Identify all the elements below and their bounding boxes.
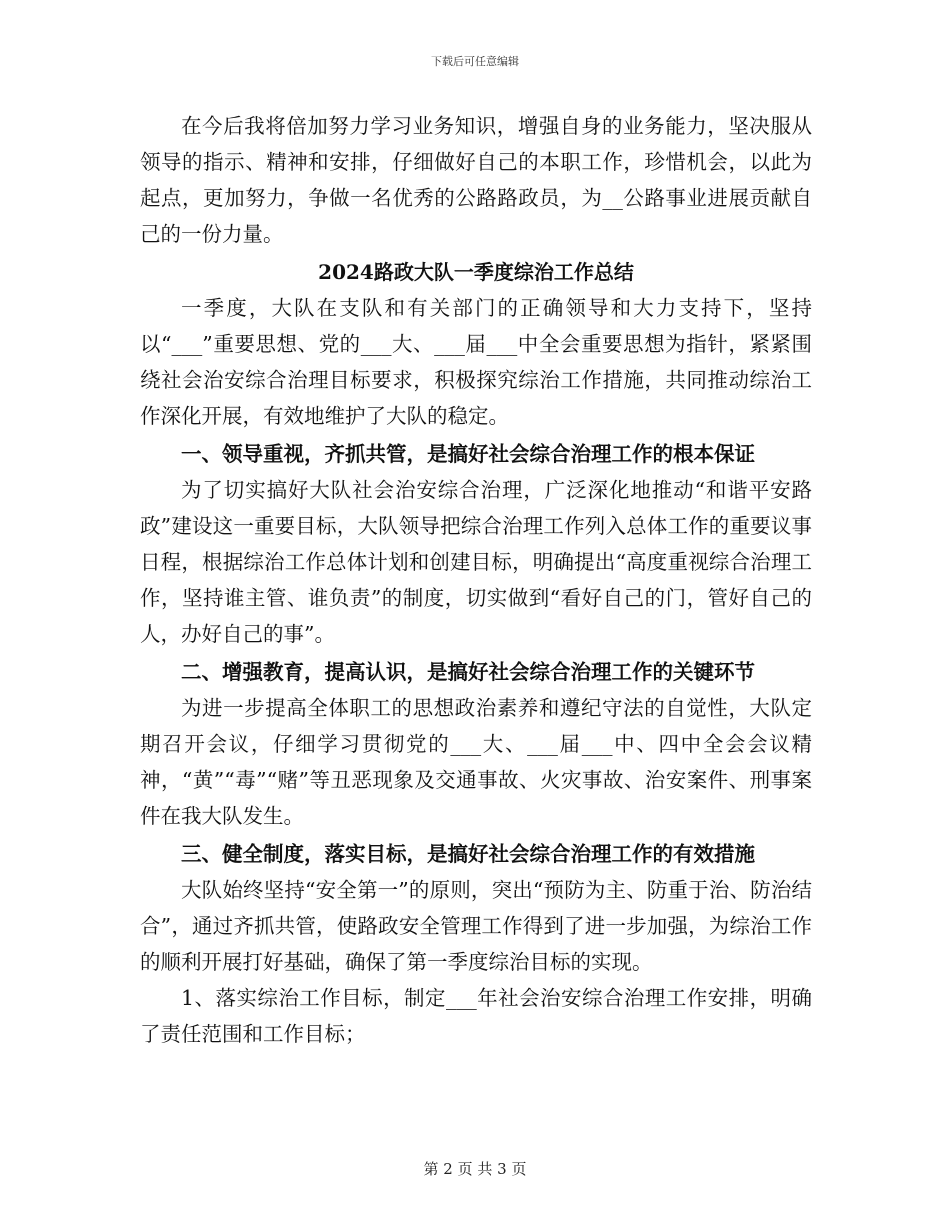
section-heading-2: 二、增强教育，提高认识，是搞好社会综合治理工作的关键环节 xyxy=(181,660,755,684)
section-heading-1: 一、领导重视，齐抓共管，是搞好社会综合治理工作的根本保证 xyxy=(181,442,755,466)
document-title: 2024路政大队一季度综治工作总结 xyxy=(318,260,634,284)
section-paragraph-2: 为进一步提高全体职工的思想政治素养和遵纪守法的自觉性，大队定期召开会议，仔细学习贯彻党的___大、___届___中、四中全会会议精神，“黄”“毒”“赌”等丑恶现象及交通事故、火灾事故、治安案件、刑事案件在我大队发生。 xyxy=(140,696,812,828)
section-paragraph-3: 大队始终坚持“安全第一”的原则，突出“预防为主、防重于治、防治结合”，通过齐抓共管，使路政安全管理工作得到了进一步加强，为综治工作的顺利开展打好基础，确保了第一季度综治目标的实现。 xyxy=(140,878,812,974)
document-body xyxy=(140,108,812,1052)
header-note: 下载后可任意编辑 xyxy=(431,55,519,68)
section-heading-3: 三、健全制度，落实目标，是搞好社会综合治理工作的有效措施 xyxy=(181,842,755,866)
section-paragraph-1: 为了切实搞好大队社会治安综合治理，广泛深化地推动“和谐平安路政”建设这一重要目标，大队领导把综合治理工作列入总体工作的重要议事日程，根据综治工作总体计划和创建目标，明确提出“高度重视综合治理工作，坚持谁主管、谁负责”的制度，切实做到“看好自己的门，管好自己的人，办好自己的事”。 xyxy=(140,478,812,646)
intro-paragraph: 在今后我将倍加努力学习业务知识，增强自身的业务能力，坚决服从领导的指示、精神和安排，仔细做好自己的本职工作，珍惜机会，以此为起点，更加努力，争做一名优秀的公路路政员，为__公路事业进展贡献自己的一份力量。 xyxy=(140,114,812,246)
page-number: 第 2 页 共 3 页 xyxy=(423,1160,527,1178)
list-item-1: 1、落实综治工作目标，制定___年社会治安综合治理工作安排，明确了责任范围和工作目标； xyxy=(140,986,812,1046)
opening-paragraph: 一季度，大队在支队和有关部门的正确领导和大力支持下，坚持以“___”重要思想、党的___大、___届___中全会重要思想为指针，紧紧围绕社会治安综合治理目标要求，积极探究综治工作措施，共同推动综治工作深化开展，有效地维护了大队的稳定。 xyxy=(140,296,812,428)
